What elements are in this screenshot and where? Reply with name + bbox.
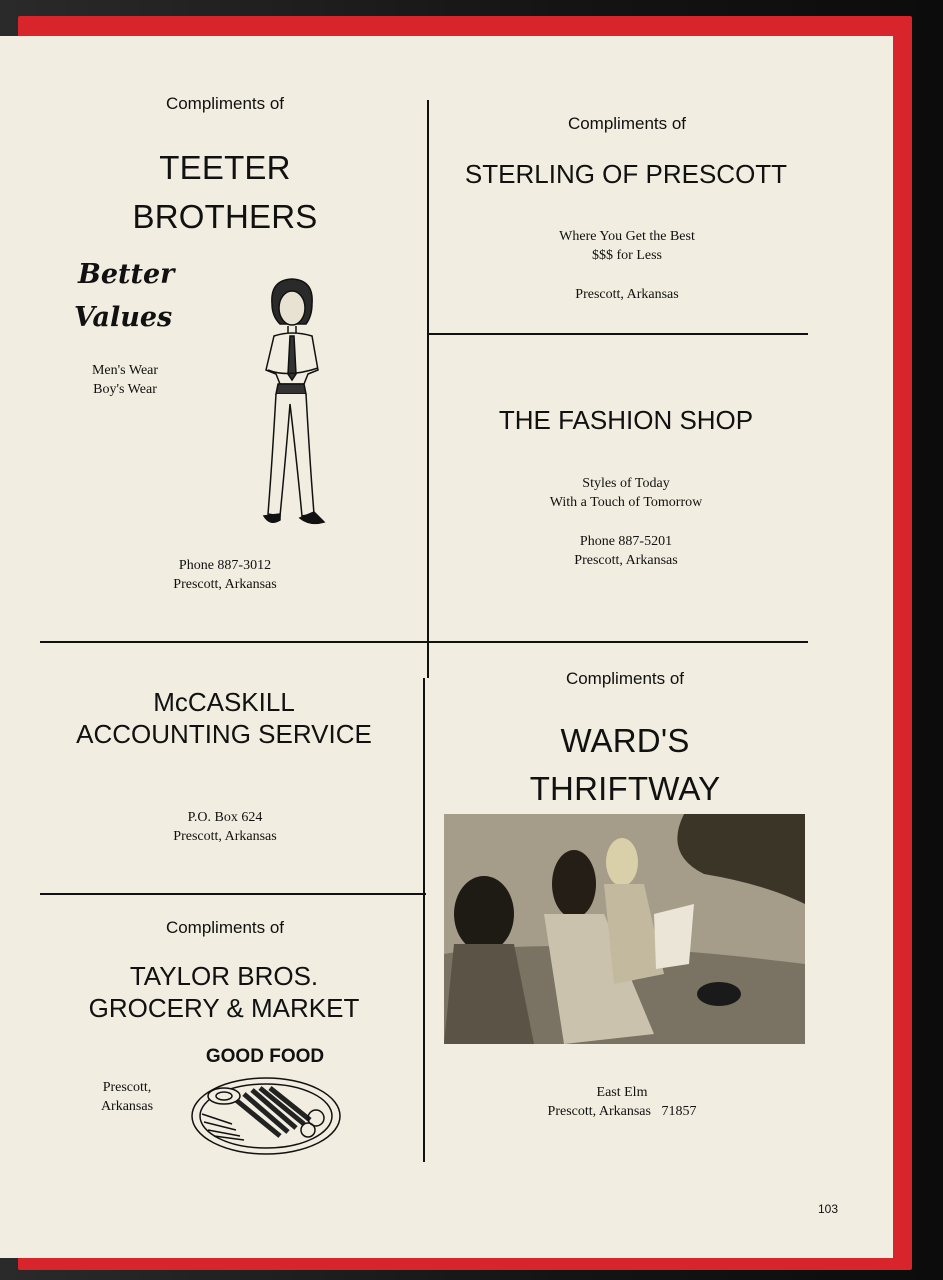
mccaskill-box: P.O. Box 624 — [187, 810, 263, 825]
mccaskill-city: Prescott, Arkansas — [173, 829, 277, 844]
teeter-line2: Boy's Wear — [93, 382, 157, 397]
divider-right-top — [429, 333, 808, 335]
divider-left-bottom — [40, 893, 426, 895]
sterling-tagline2: $$$ for Less — [592, 248, 662, 263]
fashion-tagline1: Styles of Today — [582, 476, 670, 491]
wards-city: Prescott, Arkansas 71857 — [547, 1104, 697, 1119]
fashion-city: Prescott, Arkansas — [574, 553, 678, 568]
divider-vertical-bottom — [423, 678, 425, 1162]
wards-compliments: Compliments of — [565, 669, 685, 688]
teeter-name-line2: BROTHERS — [132, 198, 318, 235]
taylor-city-line2: Arkansas — [100, 1099, 154, 1114]
wards-street: East Elm — [596, 1085, 648, 1100]
food-platter-illustration — [188, 1074, 344, 1158]
taylor-compliments: Compliments of — [165, 918, 285, 937]
fashion-name: THE FASHION SHOP — [498, 405, 754, 435]
teeter-name-line1: TEETER — [159, 149, 291, 186]
divider-vertical-top — [427, 100, 429, 678]
taylor-name-line2: GROCERY & MARKET — [88, 993, 360, 1023]
wards-name-line1: WARD'S — [560, 722, 690, 759]
fashion-phone: Phone 887-5201 — [579, 534, 673, 549]
fashion-figure-illustration — [258, 274, 330, 534]
teeter-slogan-line1: Better — [78, 259, 175, 290]
mccaskill-name-line2: ACCOUNTING SERVICE — [76, 719, 372, 749]
page-number: 103 — [817, 1202, 839, 1216]
sterling-name: STERLING OF PRESCOTT — [464, 159, 788, 189]
yearbook-page — [0, 36, 893, 1258]
photo-students-image — [444, 814, 805, 1044]
fashion-tagline2: With a Touch of Tomorrow — [549, 495, 703, 510]
teeter-city: Prescott, Arkansas — [173, 577, 277, 592]
wards-photo — [444, 814, 805, 1044]
taylor-city-line1: Prescott, — [102, 1080, 152, 1095]
teeter-compliments: Compliments of — [165, 94, 285, 113]
sterling-compliments: Compliments of — [567, 114, 687, 133]
teeter-slogan-line2: Values — [74, 302, 173, 333]
sterling-city: Prescott, Arkansas — [575, 287, 679, 302]
divider-middle — [40, 641, 808, 643]
teeter-line1: Men's Wear — [91, 363, 159, 378]
taylor-name-line1: TAYLOR BROS. — [129, 961, 319, 991]
sterling-tagline1: Where You Get the Best — [559, 229, 695, 244]
teeter-phone: Phone 887-3012 — [178, 558, 272, 573]
mccaskill-name-line1: McCASKILL — [153, 687, 295, 717]
wards-name-line2: THRIFTWAY — [529, 770, 721, 807]
taylor-good-food: GOOD FOOD — [205, 1046, 325, 1067]
